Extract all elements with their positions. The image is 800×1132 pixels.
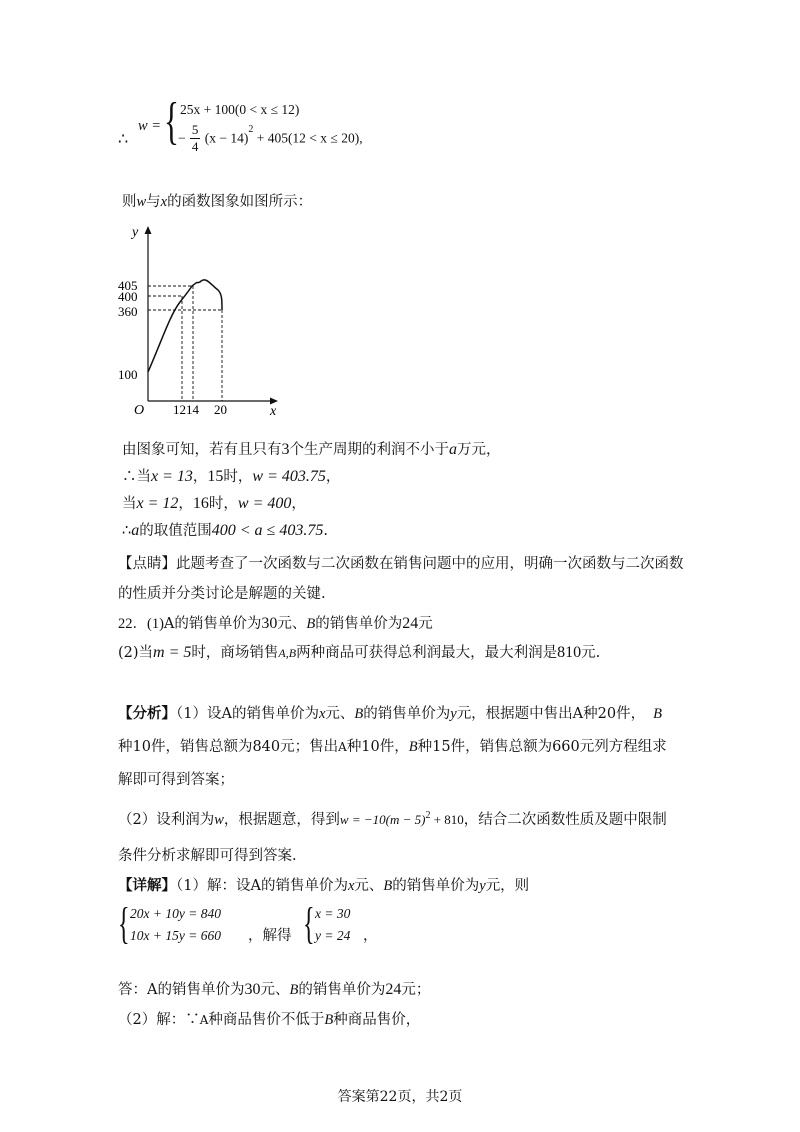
system-brace: { (118, 899, 130, 948)
y-tick-360: 360 (118, 304, 138, 319)
therefore-symbol: ∴ (118, 129, 129, 148)
detail-part-2: （2）解：∵A种商品售价不低于B种商品售价， (118, 1012, 421, 1028)
analysis-line-5: 条件分析求解即可得到答案. (118, 848, 297, 864)
line-case-12-16: 当x = 12，16时，w = 400， (122, 495, 306, 512)
origin-label: O (134, 403, 145, 418)
comment-tag: 【点睛】 (118, 556, 176, 572)
left-brace: { (164, 93, 179, 150)
y-axis-label: y (132, 225, 139, 240)
solution-brace: { (303, 899, 315, 948)
x-tick-12-14: 1214 (173, 402, 199, 417)
case-one: 25x + 100(0 < x ≤ 12) (180, 102, 300, 117)
function-graph (110, 220, 290, 420)
comment-line-2: 的性质并分类讨论是解题的关键. (118, 586, 326, 602)
analysis-line-3: 解即可得到答案； (118, 772, 234, 788)
y-tick-400: 400 (118, 289, 138, 304)
equation-1: 20x + 10y = 840 (130, 906, 221, 921)
detail-line-1: 【详解】（1）解：设A的销售单价为x元、B的销售单价为y元，则 (118, 877, 530, 894)
curve-linear-quadratic (148, 280, 222, 372)
piecewise-function (118, 93, 418, 156)
equation-2: 10x + 15y = 660 (130, 928, 221, 943)
fraction-5-4: $\frac{5}{4}$ (191, 122, 199, 154)
analysis-line-1: 【分析】（1）设A的销售单价为x元、B的销售单价为y元，根据题中售出A种20件， B (118, 705, 662, 722)
detail-tag: 【详解】 (118, 877, 176, 894)
equation-system: { 20x + 10y = 840 10x + 15y = 660 ，解得 { x = 30 y = 24 ， (118, 902, 378, 950)
line-range: ∴a的取值范围400 < a ≤ 403.75. (122, 522, 328, 539)
y-tick-405: 405 (118, 278, 138, 293)
y-axis-arrow (145, 226, 152, 234)
x-tick-20: 20 (214, 402, 227, 417)
analysis-line-2: 种10件，销售总额为840元；售出A种10件，B种15件，销售总额为660元列方程组求 (118, 739, 667, 755)
comment-line-1: 【点睛】此题考查了一次函数与二次函数在销售问题中的应用，明确一次函数与二次函数 (118, 556, 684, 572)
x-axis-label: x (270, 404, 277, 419)
solution-1: x = 30 (315, 906, 351, 921)
analysis-line-4: （2）设利润为w，根据题意，得到$w = -10(m - 5)^2 + 810$，结合二次函数性质及题中限制 (118, 810, 667, 828)
page-footer: 答案第22页，共2页 (337, 1089, 463, 1105)
w-equals: w = (138, 118, 162, 134)
detail-answer: 答：A的销售单价为30元、B的销售单价为24元； (118, 981, 431, 998)
question-number: 22． (118, 616, 147, 632)
y-tick-100: 100 (118, 367, 138, 382)
graph-intro: 则w与x的函数图象如图所示： (122, 194, 313, 210)
solution-2: y = 24 (315, 928, 351, 943)
analysis-tag: 【分析】 (118, 705, 176, 722)
q22-answer-1: 22．(1)A的销售单价为30元、B的销售单价为24元 (118, 615, 433, 632)
line-observation: 由图象可知，若有且只有3个生产周期的利润不小于a万元， (122, 441, 501, 458)
q22-answer-2: (2)当m = 5时，商场销售A,B两种商品可获得总利润最大，最大利润是810元. (118, 644, 601, 661)
line-case-13-15: ∴当x = 13，15时，w = 403.75， (122, 468, 341, 485)
case-two: − $\frac{5}{4}$ $(x - 14)^2 + 405(12 < x \le 20)$, (178, 122, 363, 154)
